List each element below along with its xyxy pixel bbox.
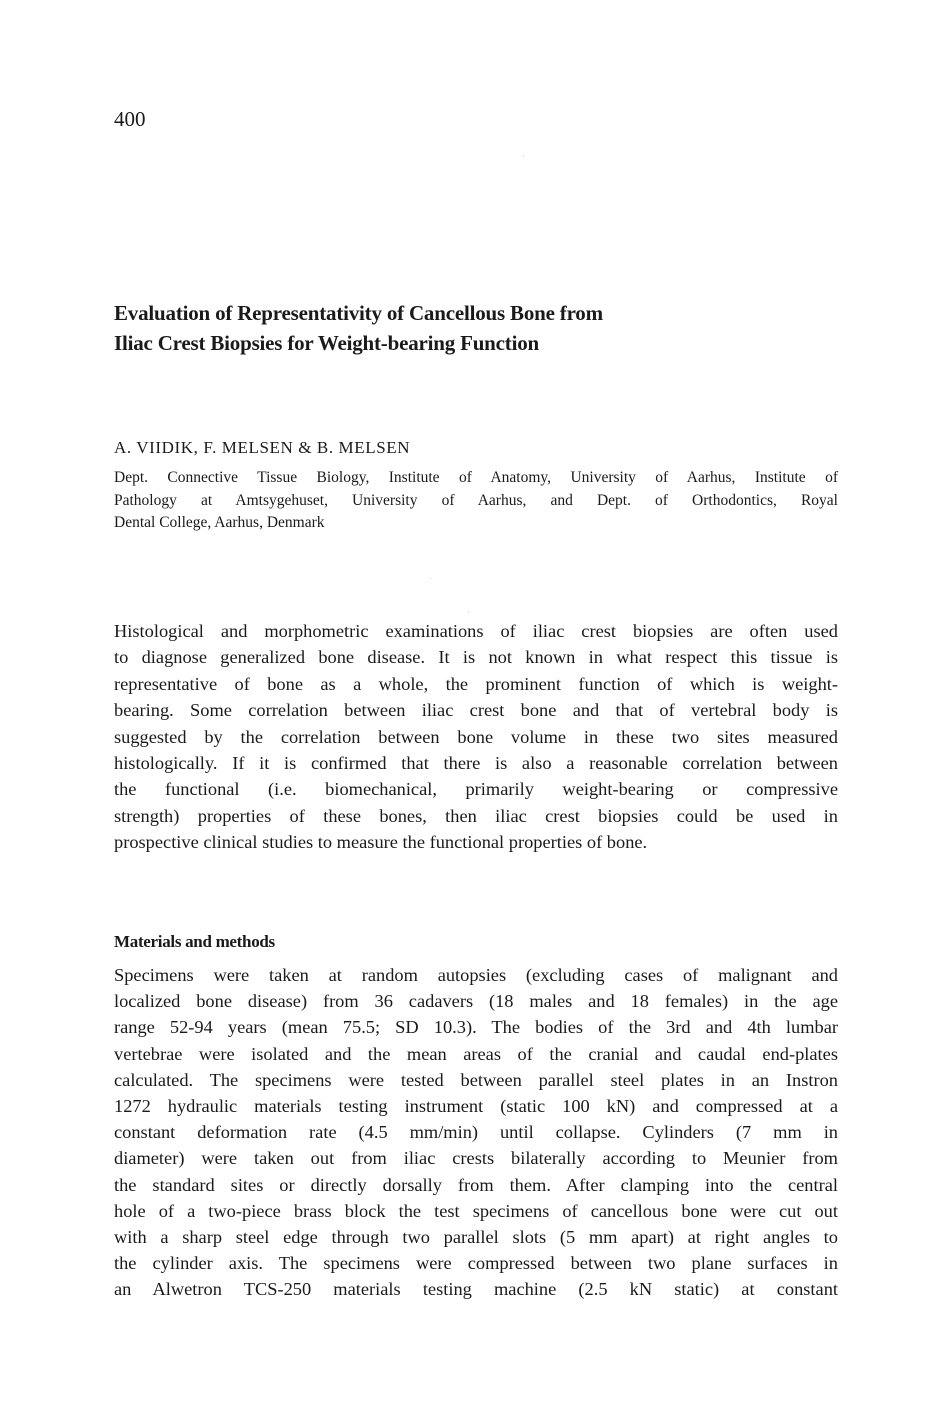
scan-speck xyxy=(430,578,431,579)
scan-speck xyxy=(523,156,524,157)
methods-line: hole of a two-piece brass block the test specimens of cancellous bone were cut out xyxy=(114,1200,838,1221)
affiliation-line: Pathology at Amtsygehuset, University of Aarhus, and Dept. of Orthodontics, Royal xyxy=(114,491,838,509)
methods-line: diameter) were taken out from iliac crests bilaterally according to Meunier from xyxy=(114,1148,838,1169)
section-heading-materials-methods: Materials and methods xyxy=(114,932,275,951)
abstract-paragraph xyxy=(114,618,838,856)
abstract-line: prospective clinical studies to measure the functional properties of bone. xyxy=(114,832,648,853)
methods-line: 1272 hydraulic materials testing instrument (static 100 kN) and compressed at a xyxy=(114,1096,838,1117)
methods-line: calculated. The specimens were tested between parallel steel plates in an Instron xyxy=(114,1069,838,1090)
abstract-line: representative of bone as a whole, the prominent function of which is weight- xyxy=(114,673,838,694)
methods-line: vertebrae were isolated and the mean areas of the cranial and caudal end-plates xyxy=(114,1043,838,1064)
methods-line: Specimens were taken at random autopsies (excluding cases of malignant and xyxy=(114,965,838,985)
article-title xyxy=(114,298,814,358)
scan-speck xyxy=(468,612,469,613)
title-line: Iliac Crest Biopsies for Weight-bearing Function xyxy=(114,331,539,355)
methods-line: the standard sites or directly dorsally from them. After clamping into the central xyxy=(114,1174,838,1195)
affiliation-line: Dental College, Aarhus, Denmark xyxy=(114,514,325,531)
abstract-line: strength) properties of these bones, then iliac crest biopsies could be used in xyxy=(114,805,838,826)
abstract-line: to diagnose generalized bone disease. It is not known in what respect this tissue is xyxy=(114,647,838,668)
abstract-line: Histological and morphometric examinations of iliac crest biopsies are often used xyxy=(114,621,838,641)
affiliation xyxy=(114,467,838,535)
author-list: A. VIIDIK, F. MELSEN & B. MELSEN xyxy=(114,438,411,457)
methods-line: localized bone disease) from 36 cadavers (18 males and 18 females) in the age xyxy=(114,991,838,1012)
methods-line: the cylinder axis. The specimens were compressed between two plane surfaces in xyxy=(114,1253,838,1274)
methods-line: range 52-94 years (mean 75.5; SD 10.3). The bodies of the 3rd and 4th lumbar xyxy=(114,1017,838,1038)
abstract-line: bearing. Some correlation between iliac crest bone and that of vertebral body is xyxy=(114,700,838,721)
page-number: 400 xyxy=(114,107,146,131)
methods-line: with a sharp steel edge through two parallel slots (5 mm apart) at right angles to xyxy=(114,1227,838,1248)
abstract-line: histologically. If it is confirmed that there is also a reasonable correlation between xyxy=(114,753,838,774)
abstract-line: suggested by the correlation between bone volume in these two sites measured xyxy=(114,726,838,747)
title-line: Evaluation of Representativity of Cancellous Bone from xyxy=(114,301,603,325)
methods-paragraph xyxy=(114,962,838,1303)
affiliation-line: Dept. Connective Tissue Biology, Institute of Anatomy, University of Aarhus, Institute of xyxy=(114,469,838,486)
abstract-line: the functional (i.e. biomechanical, primarily weight-bearing or compressive xyxy=(114,779,838,800)
methods-line: constant deformation rate (4.5 mm/min) until collapse. Cylinders (7 mm in xyxy=(114,1122,838,1143)
methods-line: an Alwetron TCS-250 materials testing machine (2.5 kN static) at constant xyxy=(114,1279,838,1300)
